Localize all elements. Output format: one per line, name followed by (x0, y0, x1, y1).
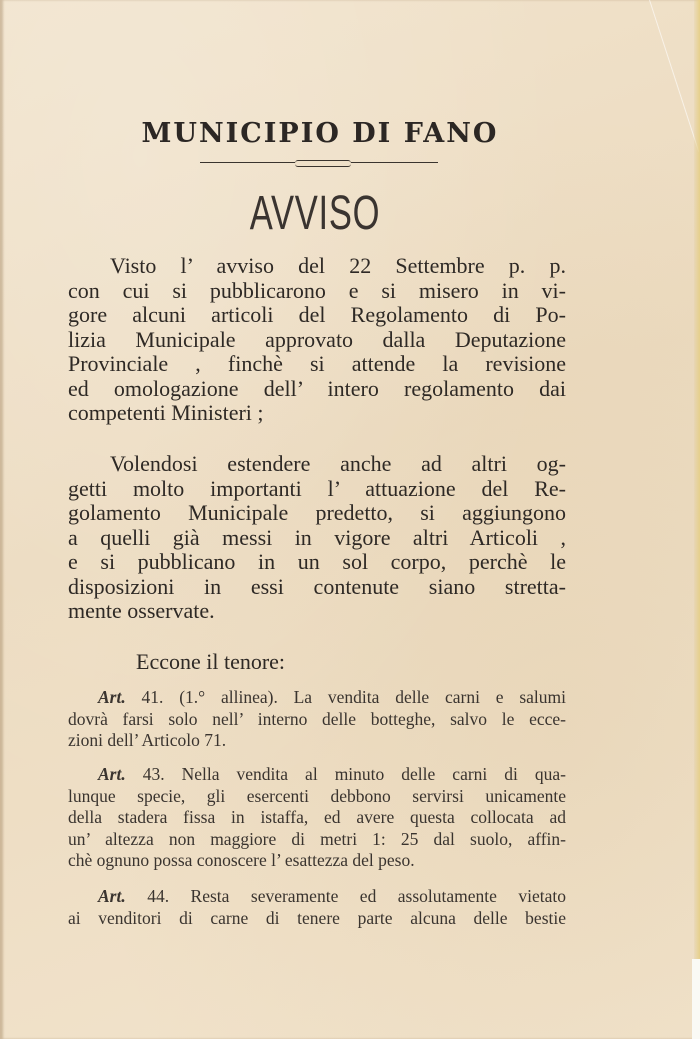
text-line: Visto l’ avviso del 22 Settembre p. p. (110, 253, 566, 278)
text-line: un’ altezza non maggiore di metri 1: 25 dal suolo, affin- (68, 828, 566, 849)
text-line: gore alcuni articoli del Regolamento di Po- (68, 302, 566, 327)
text-line: ai venditori di carne di tenere parte alcuna delle bestie (68, 907, 566, 928)
text-line: Provinciale , finchè si attende la revisione (68, 351, 566, 376)
paragraph-1 (68, 254, 566, 426)
text-line: getti molto importanti l’ attuazione del Re- (68, 475, 566, 501)
text-line: 44. Resta severamente ed assolutamente vietato (147, 886, 567, 906)
text-line: 43. Nella vendita al minuto delle carni di qua- (142, 764, 567, 784)
article-43 (68, 764, 566, 872)
text-line: lizia Municipale approvato dalla Deputazione (68, 326, 566, 352)
text-line: lunque specie, gli esercenti debbono servirsi unicamente (68, 785, 566, 806)
text-line: chè ognuno possa conoscere l’ esattezza del peso. (68, 850, 415, 870)
text-line: competenti Ministeri ; (68, 400, 264, 425)
text-line: e si pubblicano in un sol corpo, perchè le (68, 549, 566, 574)
text-line: della stadera fissa in istaffa, ed avere questa collocata ad (68, 807, 566, 827)
paper-corner (692, 959, 700, 1039)
text-line: Volendosi estendere anche ad altri og- (110, 451, 566, 476)
paper-edge (694, 0, 700, 960)
article-44 (68, 886, 566, 929)
text-line: ed omologazione dell’ intero regolamento dai (68, 375, 566, 401)
article-label: Art. (98, 687, 126, 707)
text-line: dovrà farsi solo nell’ interno delle botteghe, salvo le ecce- (68, 708, 566, 729)
notice-title: AVVISO (249, 187, 381, 240)
text-line: a quelli già messi in vigore altri Articoli , (68, 524, 566, 550)
article-41 (68, 687, 566, 752)
ornamental-rule (200, 160, 438, 166)
article-label: Art. (98, 886, 126, 906)
text-line: golamento Municipale predetto, si aggiungono (68, 500, 566, 525)
text-line: disposizioni in essi contenute siano stretta- (68, 573, 566, 599)
text-line: con cui si pubblicarono e si misero in vi- (68, 277, 566, 303)
text-line: 41. (1.° allinea). La vendita delle carni e salumi (141, 687, 567, 707)
municipality-heading: MUNICIPIO DI FANO (141, 118, 499, 149)
article-label: Art. (98, 764, 126, 784)
intro-line: Eccone il tenore: (136, 649, 286, 674)
text-line: zioni dell’ Articolo 71. (68, 730, 227, 750)
paragraph-2 (68, 452, 566, 624)
paper-fold (649, 0, 699, 152)
text-line: mente osservate. (68, 598, 215, 623)
